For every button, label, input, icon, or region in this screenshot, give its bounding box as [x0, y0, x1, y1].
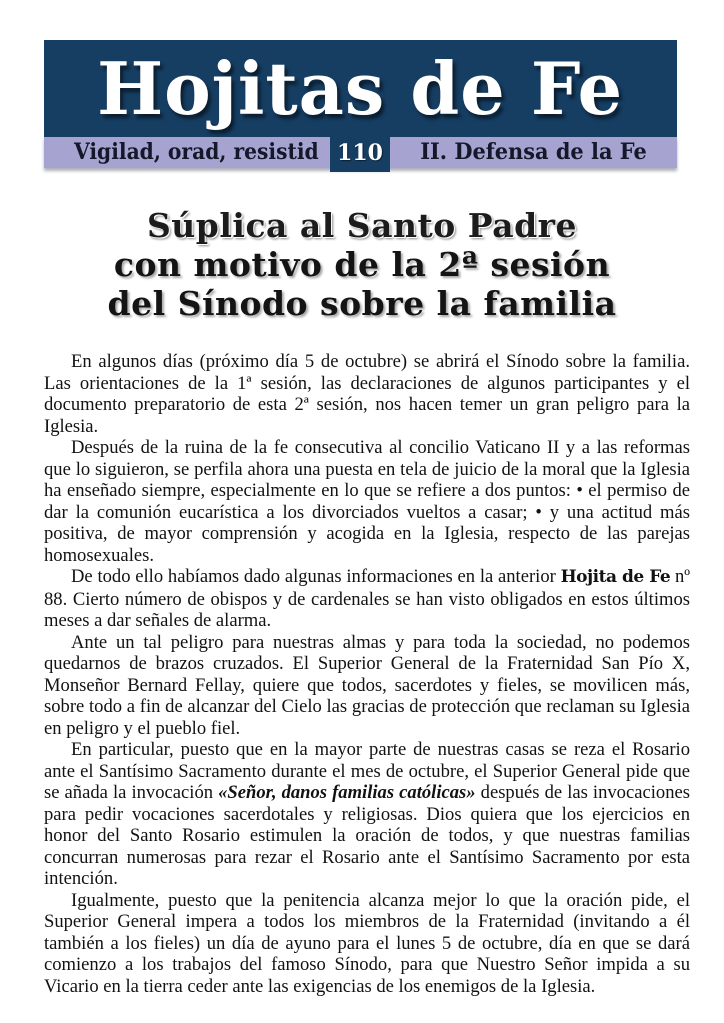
body-paragraph	[44, 739, 690, 890]
masthead-bar	[44, 137, 677, 168]
body-paragraph	[44, 351, 690, 437]
article-body	[44, 351, 690, 997]
paragraph-text: En particular, puesto que en la mayor parte de nuestras casas se reza el Rosario ante el Santísimo Sacramento durante el mes de octubre, el Superior General pide que se añada la invocación	[44, 739, 690, 803]
invocation-emphasis: «Señor, danos familias católicas»	[218, 782, 476, 803]
body-paragraph	[44, 890, 690, 998]
paragraph-text: De todo ello habíamos dado algunas informaciones en la anterior	[71, 566, 561, 587]
paragraph-text: En algunos días (próximo día 5 de octubre) se abrirá el Sínodo sobre la familia. Las orientaciones de la 1ª sesión, las declaraciones de algunos participantes y el documento preparatorio de esta 2ª sesión, nos hacen temer un gran peligro para la Iglesia.	[44, 351, 690, 437]
document-title-line-1: Súplica al Santo Padre	[146, 206, 578, 245]
paragraph-text: nº 88. Cierto número de obispos y de cardenales se han visto obligados en estos últimos meses a dar señales de alarma.	[44, 566, 691, 631]
body-paragraph	[44, 632, 690, 740]
body-paragraph	[44, 566, 690, 632]
body-paragraph	[44, 437, 690, 566]
paragraph-text: Después de la ruina de la fe consecutiva al concilio Vaticano II y a las reformas que lo siguieron, se perfila ahora una puesta en tela de juicio de la moral que la Iglesia ha enseñado siempre, especialmente en lo que se refiere a dos puntos: • el permiso de dar la comunión eucarística a los divorciados vueltos a casar; • y una actitud más positiva, de mayor comprensión y acogida en la Iglesia, respecto de las parejas homosexuales.	[44, 437, 690, 566]
paragraph-text: después de las invocaciones para pedir vocaciones sacerdotales y religiosas. Dios quiera que los ejercicios en honor del Santo Rosario estimulen la oración de todos, y que nuestras familias concurran numerosas para rezar el Rosario ante el Santísimo Sacramento por esta intención.	[44, 782, 690, 889]
masthead-section-label: II. Defensa de la Fe	[420, 139, 647, 165]
masthead	[44, 40, 677, 168]
document-title-line-2: con motivo de la 2ª sesión	[113, 245, 611, 284]
masthead-motto: Vigilad, orad, resistid	[74, 139, 319, 165]
masthead-title: Hojitas de Fe	[97, 45, 624, 131]
inline-publication-name: Hojita de Fe	[560, 567, 671, 587]
document-title	[0, 206, 724, 323]
issue-number-badge: 110	[330, 137, 390, 172]
paragraph-text: Ante un tal peligro para nuestras almas y para toda la sociedad, no podemos quedarnos de brazos cruzados. El Superior General de la Fraternidad San Pío X, Monseñor Bernard Fellay, quiere que todos, sacerdotes y fieles, se movilicen más, sobre todo a fin de alcanzar del Cielo las gracias de protección que reclaman su Iglesia en peligro y el pueblo fiel.	[44, 631, 690, 739]
document-title-line-3: del Sínodo sobre la familia	[107, 284, 617, 323]
masthead-banner	[44, 40, 677, 137]
paragraph-text: Igualmente, puesto que la penitencia alcanza mejor lo que la oración pide, el Superior General impera a todos los miembros de la Fraternidad (invitando a él también a los fieles) un día de ayuno para el lunes 5 de octubre, día en que se dará comienzo a los trabajos del famoso Sínodo, para que Nuestro Señor impida a su Vicario en la tierra ceder ante las exigencias de los enemigos de la Iglesia.	[44, 889, 690, 997]
